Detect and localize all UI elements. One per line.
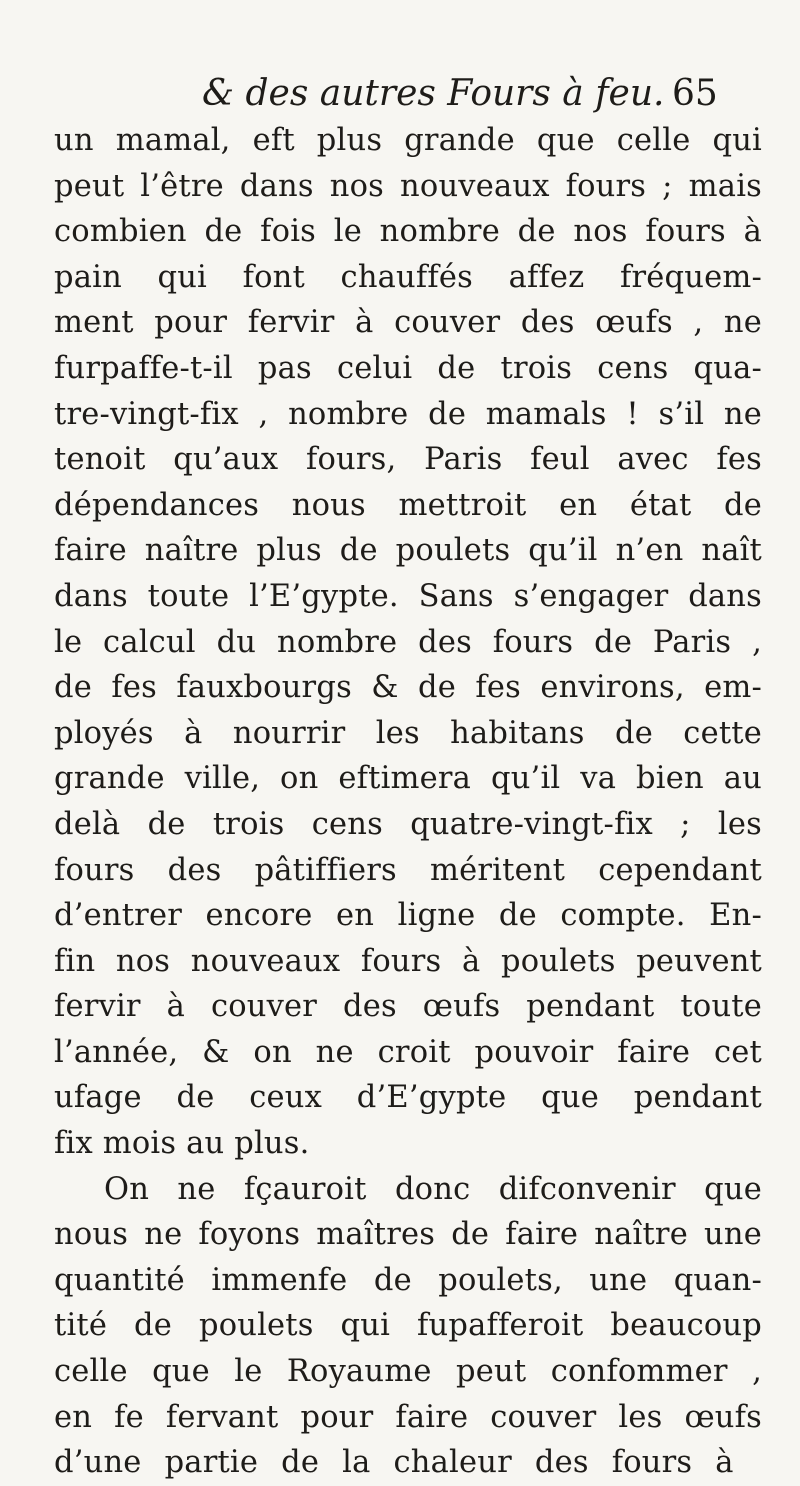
text-line: dépendances nous mettroit en état de: [54, 487, 762, 523]
text-line: tité de poulets qui fupafferoit beaucoup: [54, 1308, 762, 1344]
text-line: peut l’être dans nos nouveaux fours ; mais: [54, 168, 762, 204]
body-text: [54, 118, 762, 1486]
text-line: ployés à nourrir les habitans de cette: [54, 715, 762, 751]
text-line: pain qui font chauffés affez fréquem-: [54, 259, 762, 295]
text-line: fin nos nouveaux fours à poulets peuvent: [54, 943, 762, 979]
text-line: ufage de ceux d’E’gypte que pendant: [54, 1080, 762, 1116]
text-line: en fe fervant pour faire couver les œufs: [54, 1399, 762, 1435]
paragraph-end-line: fix mois au plus.: [54, 1126, 310, 1162]
text-line: l’année, & on ne croit pouvoir faire cet: [54, 1034, 762, 1070]
text-line: ment pour fervir à couver des œufs , ne: [54, 305, 762, 341]
text-line: tenoit qu’aux fours, Paris feul avec fes: [54, 442, 762, 478]
text-line: fervir à couver des œufs pendant toute: [54, 989, 762, 1025]
paragraph-start-line: On ne fçauroit donc difconvenir que: [104, 1171, 762, 1207]
text-line: d’une partie de la chaleur des fours à: [54, 1445, 734, 1481]
text-line: grande ville, on eftimera qu’il va bien au: [54, 761, 762, 797]
text-line: delà de trois cens quatre-vingt-fix ; les: [54, 806, 762, 842]
text-line: de fes fauxbourgs & de fes environs, em-: [54, 670, 762, 706]
text-line: d’entrer encore en ligne de compte. En-: [54, 898, 762, 934]
text-line: dans toute l’E’gypte. Sans s’engager dans: [54, 578, 762, 614]
text-line: fours des pâtiffiers méritent cependant: [54, 852, 762, 888]
running-head: [40, 72, 780, 116]
book-page: [40, 0, 780, 1481]
text-line: le calcul du nombre des fours de Paris ,: [54, 624, 762, 660]
text-line: combien de fois le nombre de nos fours à: [54, 214, 762, 250]
text-line: celle que le Royaume peut confommer ,: [54, 1354, 762, 1390]
running-title: & des autres Fours à feu.: [202, 73, 665, 114]
text-line: tre-vingt-fix , nombre de mamals ! s’il ne: [54, 396, 762, 432]
text-line: furpaffe-t-il pas celui de trois cens qua-: [54, 350, 762, 386]
text-line: nous ne foyons maîtres de faire naître une: [54, 1217, 762, 1253]
text-line: quantité immenfe de poulets, une quan-: [54, 1262, 762, 1298]
text-line: un mamal, eft plus grande que celle qui: [54, 123, 762, 158]
text-line: faire naître plus de poulets qu’il n’en naît: [54, 533, 762, 569]
page-number: 65: [672, 73, 718, 114]
